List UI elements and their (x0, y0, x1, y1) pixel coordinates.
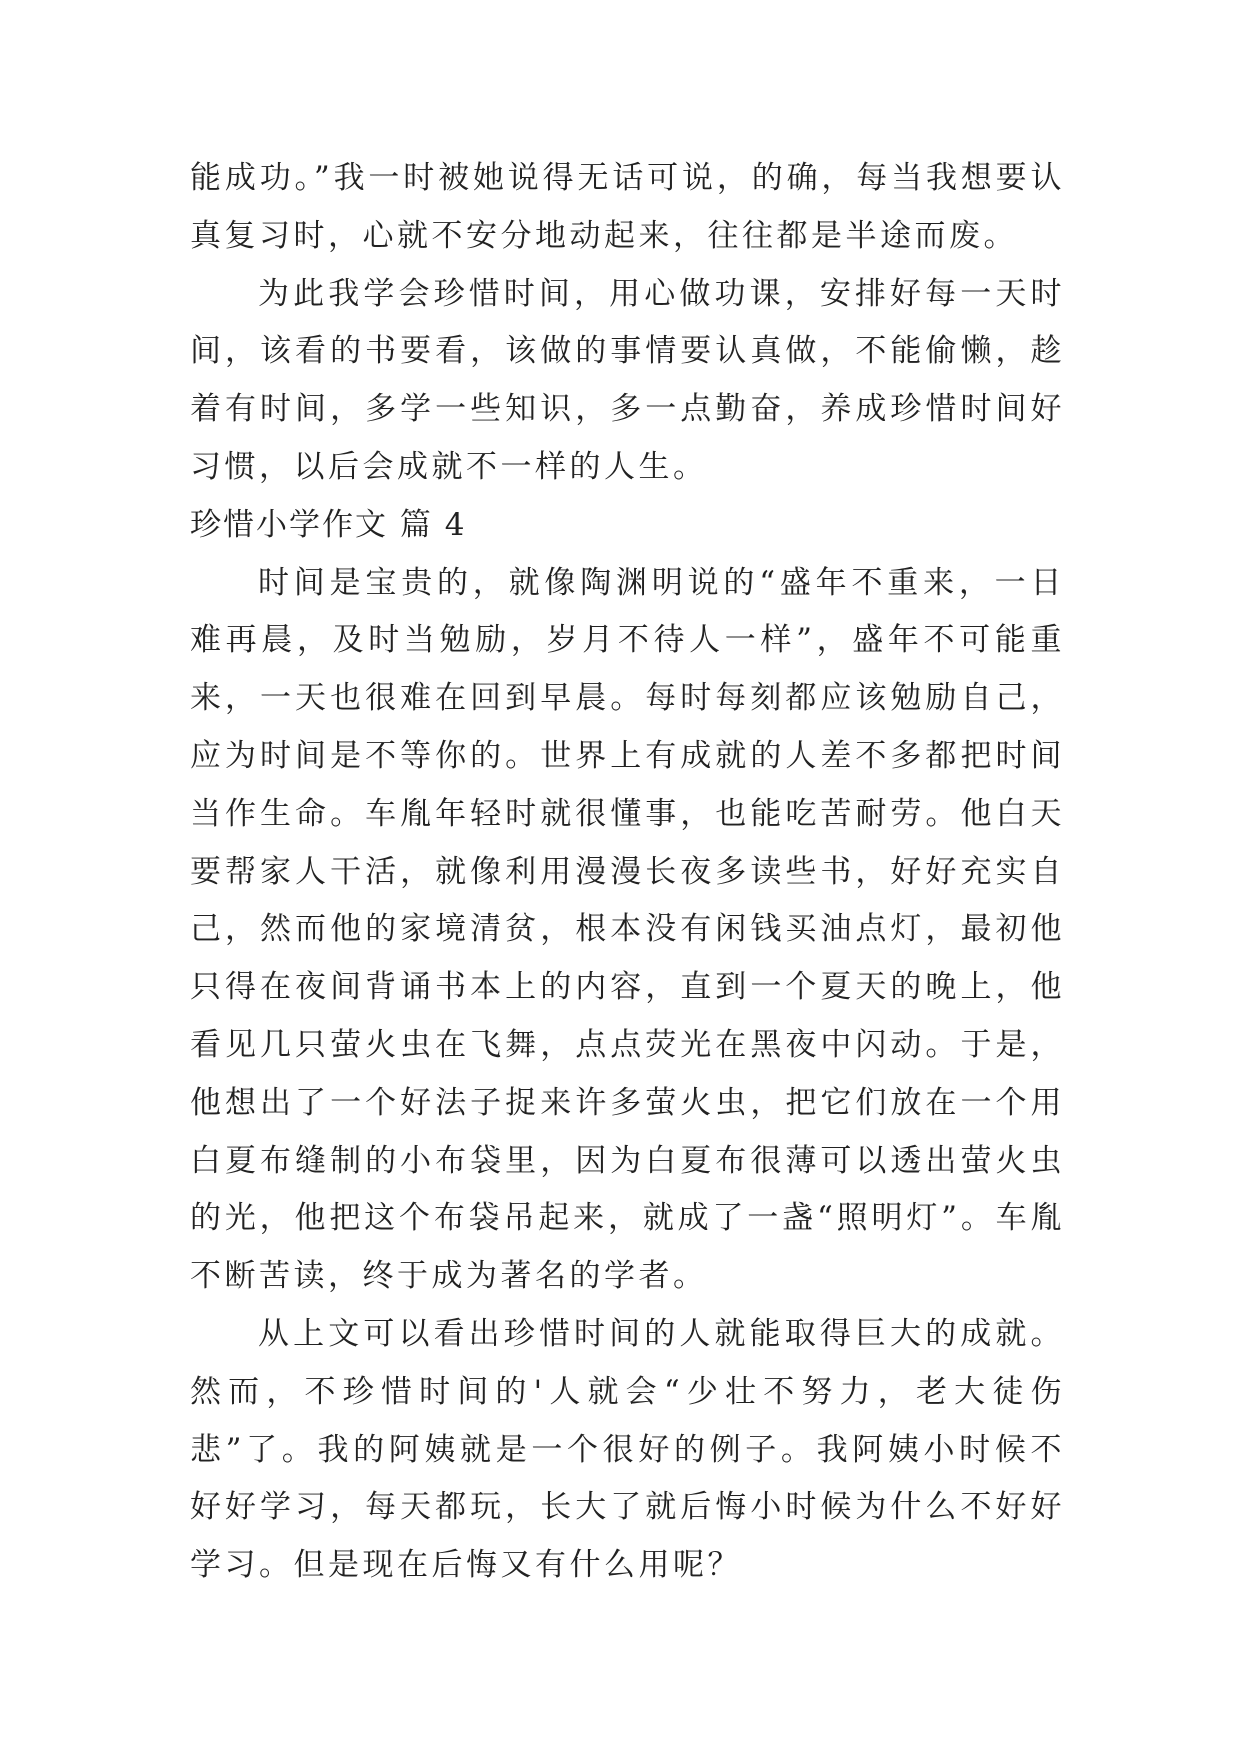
paragraph-continuation: 能成功。”我一时被她说得无话可说，的确，每当我想要认真复习时，心就不安分地动起来，往往都是半途而废。 (190, 160, 1065, 254)
section-title: 珍惜小学作文 篇 4 (190, 506, 467, 543)
paragraph-che-yin-story: 时间是宝贵的，就像陶渊明说的“盛年不重来，一日难再晨，及时当勉励，岁月不待人一样”，盛年不可能重来，一天也很难在回到早晨。每时每刻都应该勉励自己，应为时间是不等你的。世界上有成就的人差不多都把时间当作生命。车胤年轻时就很懂事，也能吃苦耐劳。他白天要帮家人干活，就像利用漫漫长夜多读些书，好好充实自己，然而他的家境清贫，根本没有闲钱买油点灯，最初他只得在夜间背诵书本上的内容，直到一个夏天的晚上，他看见几只萤火虫在飞舞，点点荧光在黑夜中闪动。于是，他想出了一个好法子捉来许多萤火虫，把它们放在一个用白夏布缝制的小布袋里，因为白夏布很薄可以透出萤火虫的光，他把这个布袋吊起来，就成了一盏“照明灯”。车胤不断苦读，终于成为著名的学者。 (190, 564, 1065, 1295)
document-body (190, 150, 1065, 1595)
paragraph-cherish-time: 为此我学会珍惜时间，用心做功课，安排好每一天时间，该看的书要看，该做的事情要认真做，不能偷懒，趁着有时间，多学一些知识，多一点勤奋，养成珍惜时间好习惯，以后会成就不一样的人生。 (190, 275, 1065, 485)
paragraph-aunt-example: 从上文可以看出珍惜时间的人就能取得巨大的成就。然而，不珍惜时间的'人就会“少壮不努力，老大徒伤悲”了。我的阿姨就是一个很好的例子。我阿姨小时候不好好学习，每天都玩，长大了就后悔小时候为什么不好好学习。但是现在后悔又有什么用呢？ (190, 1315, 1065, 1584)
